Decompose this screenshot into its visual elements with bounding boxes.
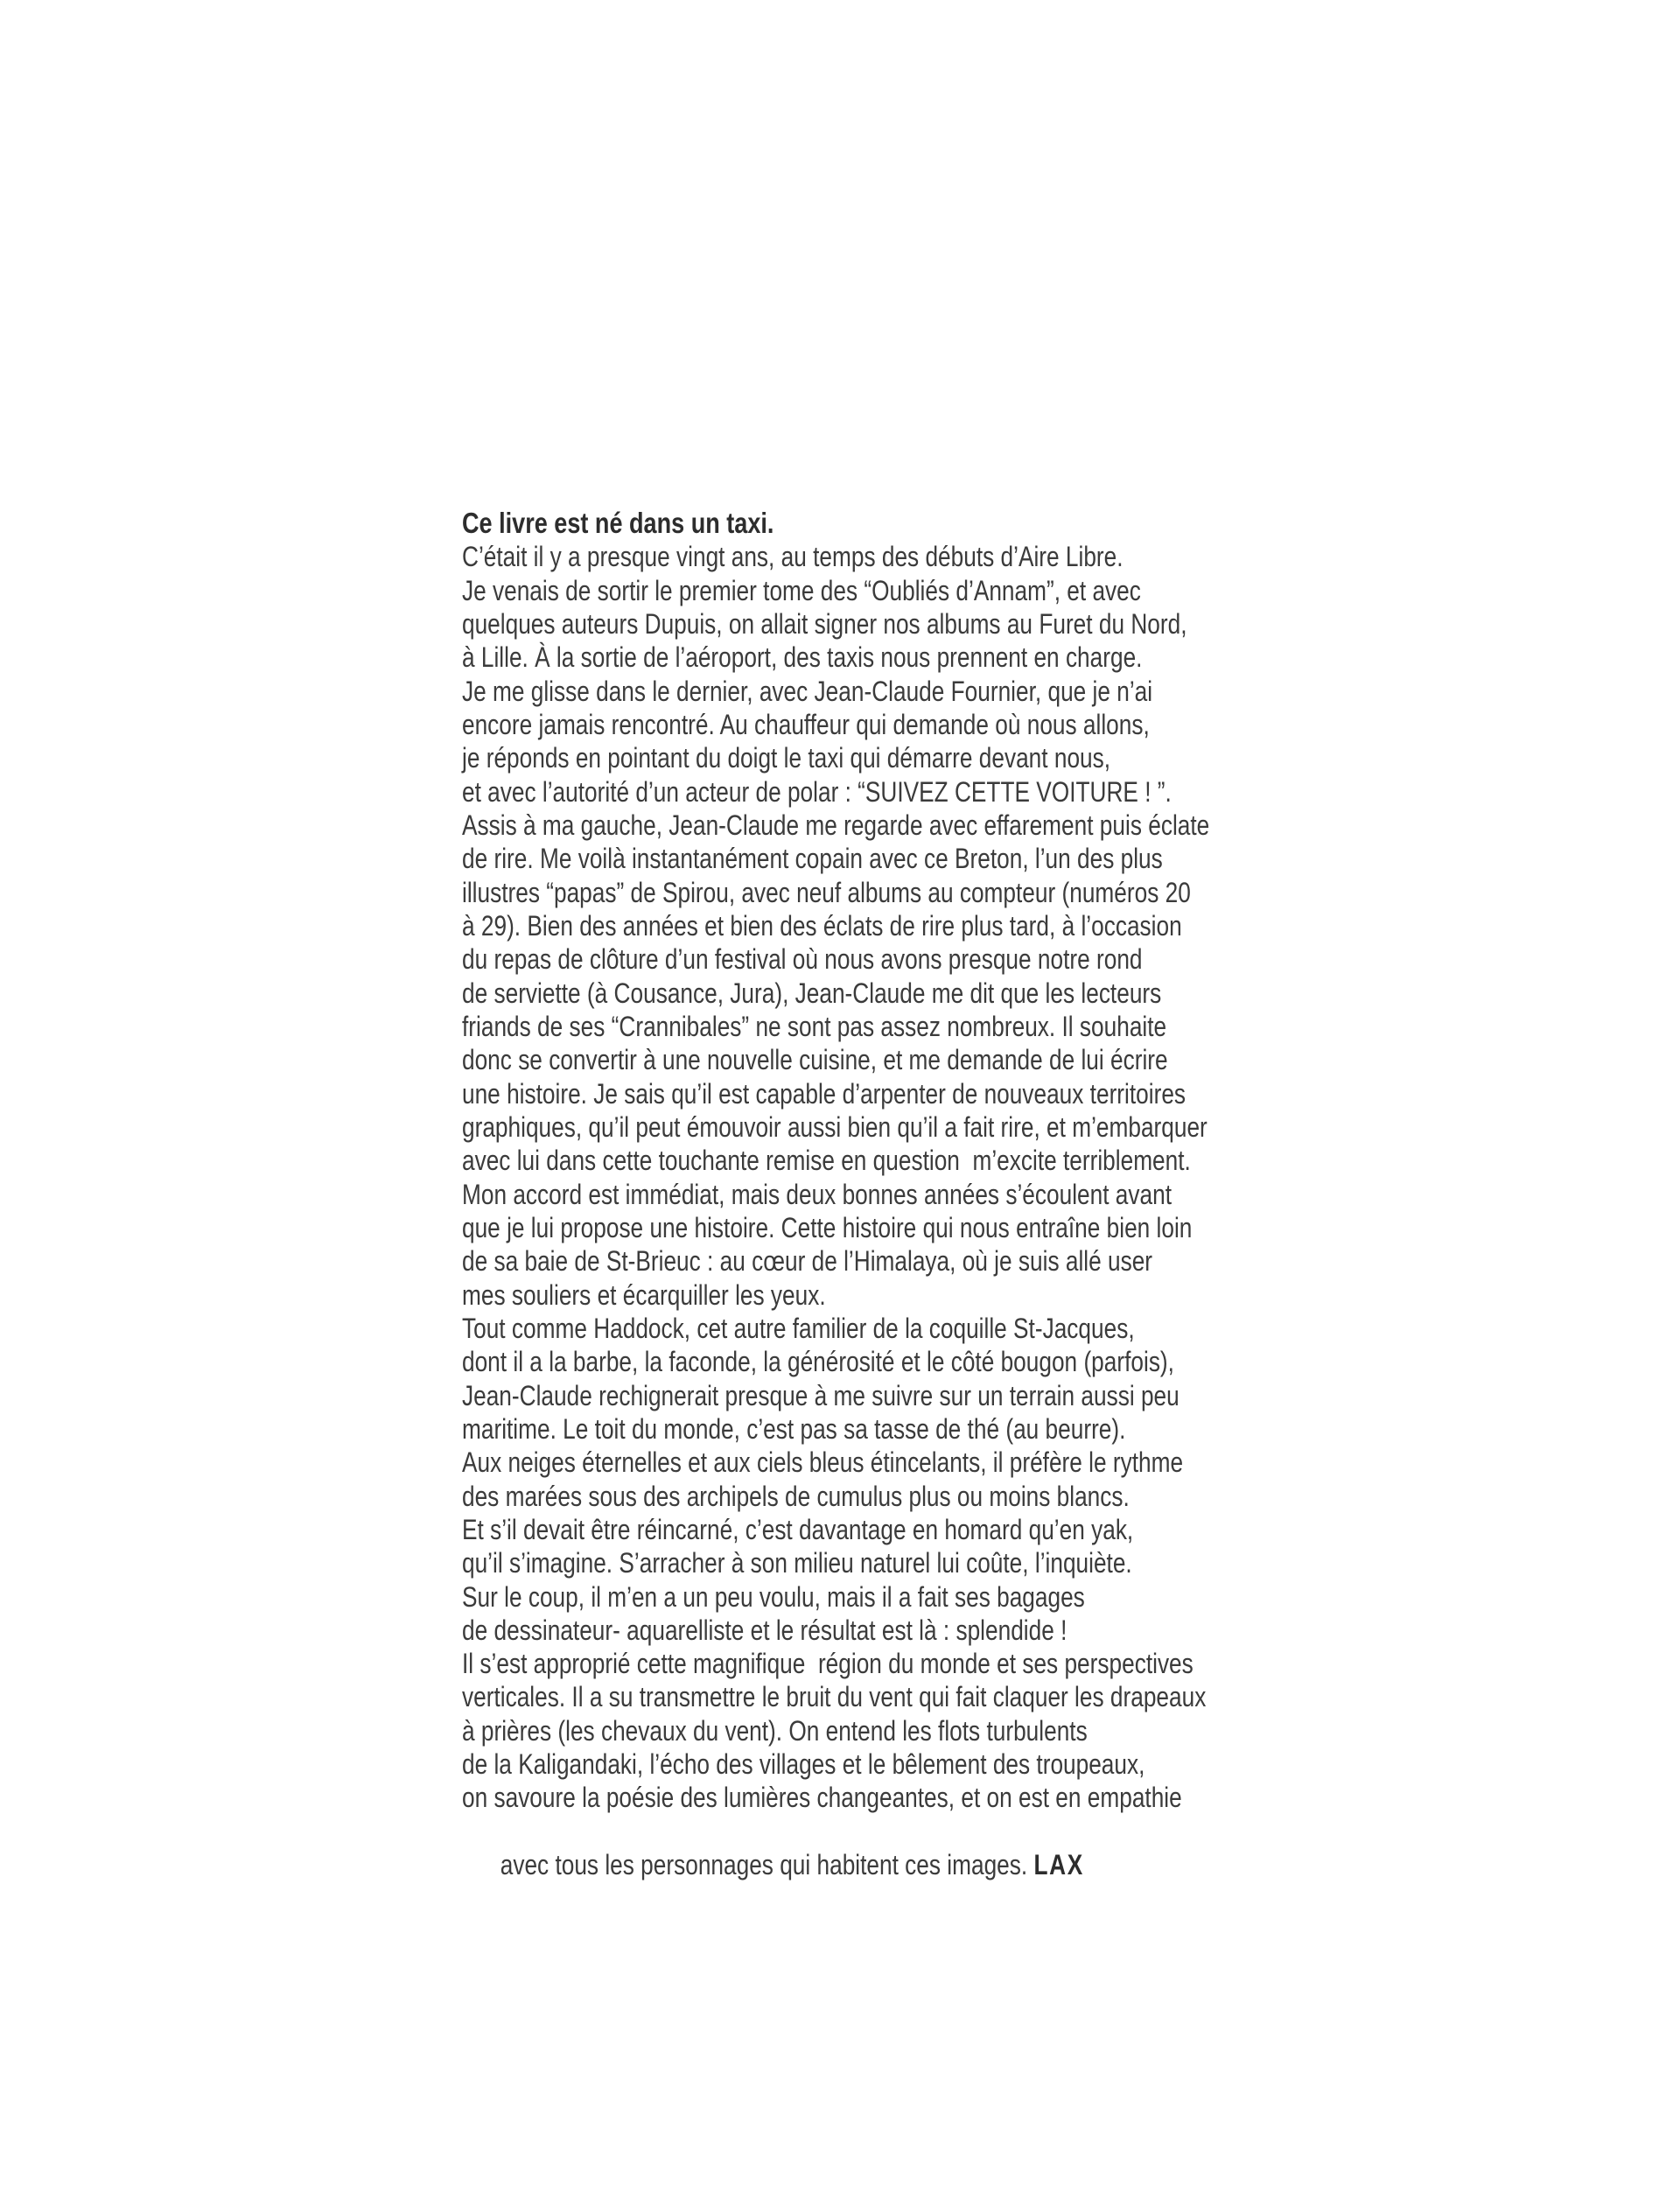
text-line: C’était il y a presque vingt ans, au temps des débuts d’Aire Libre. bbox=[462, 541, 1124, 573]
text-line: illustres “papas” de Spirou, avec neuf albums au compteur (numéros 20 bbox=[462, 876, 1191, 908]
text-line: du repas de clôture d’un festival où nous avons presque notre rond bbox=[462, 943, 1143, 976]
text-line: à 29). Bien des années et bien des éclats de rire plus tard, à l’occasion bbox=[462, 909, 1182, 942]
text-line: mes souliers et écarquiller les yeux. bbox=[462, 1278, 826, 1311]
text-line: on savoure la poésie des lumières changeantes, et on est en empathie bbox=[462, 1782, 1182, 1814]
text-line: friands de ses “Crannibales” ne sont pas assez nombreux. Il souhaite bbox=[462, 1010, 1167, 1042]
text-line: de serviette (à Cousance, Jura), Jean-Claude me dit que les lecteurs bbox=[462, 977, 1162, 1009]
closing-text: avec tous les personnages qui habitent ces images. bbox=[500, 1849, 1034, 1881]
text-line: de la Kaligandaki, l’écho des villages et le bêlement des troupeaux, bbox=[462, 1748, 1145, 1781]
preface-text-block bbox=[462, 507, 1374, 1915]
text-line: je réponds en pointant du doigt le taxi qui démarre devant nous, bbox=[462, 742, 1111, 774]
text-line: et avec l’autorité d’un acteur de polar : “SUIVEZ CETTE VOITURE ! ”. bbox=[462, 775, 1172, 808]
text-line: verticales. Il a su transmettre le bruit du vent qui fait claquer les drapeaux bbox=[462, 1681, 1207, 1713]
text-line: Et s’il devait être réincarné, c’est davantage en homard qu’en yak, bbox=[462, 1513, 1134, 1545]
preface-title: Ce livre est né dans un taxi. bbox=[462, 507, 774, 539]
text-line: quelques auteurs Dupuis, on allait signer nos albums au Furet du Nord, bbox=[462, 607, 1187, 640]
text-line: à prières (les chevaux du vent). On entend les flots turbulents bbox=[462, 1714, 1088, 1747]
text-line: de rire. Me voilà instantanément copain avec ce Breton, l’un des plus bbox=[462, 843, 1163, 875]
text-line: Il s’est approprié cette magnifique région du monde et ses perspectives bbox=[462, 1648, 1194, 1680]
text-line: Sur le coup, il m’en a un peu voulu, mais il a fait ses bagages bbox=[462, 1580, 1085, 1613]
text-line: graphiques, qu’il peut émouvoir aussi bien qu’il a fait rire, et m’embarquer bbox=[462, 1110, 1208, 1143]
text-line: donc se convertir à une nouvelle cuisine, et me demande de lui écrire bbox=[462, 1044, 1168, 1076]
text-line: de sa baie de St-Brieuc : au cœur de l’Himalaya, où je suis allé user bbox=[462, 1245, 1153, 1278]
text-line: à Lille. À la sortie de l’aéroport, des taxis nous prennent en charge. bbox=[462, 641, 1143, 674]
text-line: encore jamais rencontré. Au chauffeur qui demande où nous allons, bbox=[462, 708, 1150, 740]
text-line: maritime. Le toit du monde, c’est pas sa tasse de thé (au beurre). bbox=[462, 1412, 1126, 1445]
text-line: des marées sous des archipels de cumulus plus ou moins blancs. bbox=[462, 1480, 1130, 1512]
text-line: une histoire. Je sais qu’il est capable d’arpenter de nouveaux territoires bbox=[462, 1077, 1186, 1110]
text-line: Aux neiges éternelles et aux ciels bleus étincelants, il préfère le rythme bbox=[462, 1446, 1184, 1479]
text-line: Mon accord est immédiat, mais deux bonnes années s’écoulent avant bbox=[462, 1178, 1172, 1210]
text-line: qu’il s’imagine. S’arracher à son milieu naturel lui coûte, l’inquiète. bbox=[462, 1547, 1132, 1579]
text-line: Je me glisse dans le dernier, avec Jean-Claude Fournier, que je n’ai bbox=[462, 675, 1153, 707]
closing-line bbox=[462, 1815, 1209, 1915]
author-signature: LAX bbox=[1033, 1849, 1084, 1881]
text-line: Assis à ma gauche, Jean-Claude me regarde avec effarement puis éclate bbox=[462, 809, 1210, 841]
text-line: Jean-Claude rechignerait presque à me suivre sur un terrain aussi peu bbox=[462, 1379, 1180, 1411]
text-line: Tout comme Haddock, cet autre familier de la coquille St-Jacques, bbox=[462, 1312, 1135, 1344]
text-line: dont il a la barbe, la faconde, la générosité et le côté bougon (parfois), bbox=[462, 1346, 1174, 1378]
preface-body bbox=[462, 540, 1374, 1814]
text-line: de dessinateur- aquarelliste et le résultat est là : splendide ! bbox=[462, 1614, 1068, 1646]
text-line: Je venais de sortir le premier tome des “Oubliés d’Annam”, et avec bbox=[462, 574, 1141, 606]
text-line: que je lui propose une histoire. Cette histoire qui nous entraîne bien loin bbox=[462, 1211, 1193, 1243]
text-line: avec lui dans cette touchante remise en question m’excite terriblement. bbox=[462, 1145, 1191, 1177]
